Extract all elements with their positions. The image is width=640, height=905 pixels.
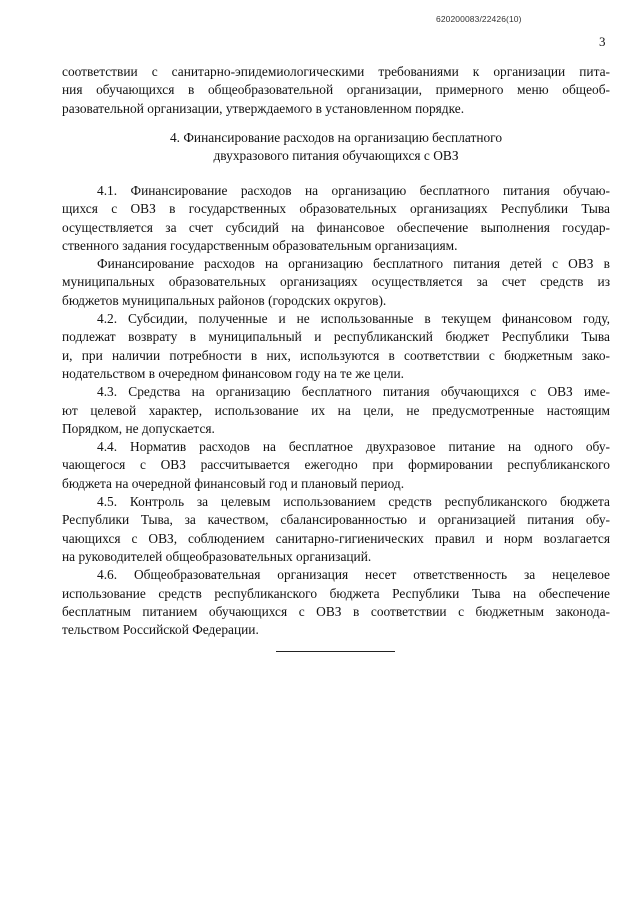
paragraph-4-2 [62,310,610,383]
text-line: 4.1. Финансирование расходов на организацию бесплатного питания обучаю- [97,183,610,198]
text-line: бесплатным питанием обучающихся с ОВЗ в соответствии с бюджетным законода- [62,603,610,619]
document-id: 620200083/22426(10) [436,14,522,24]
text-line: осуществляется за счет субсидий на финансовое обеспечение выполнения государ- [62,219,610,235]
text-line: соответствии с санитарно-эпидемиологическими требованиями к организации пита- [62,64,610,79]
paragraph-4-1 [62,182,610,255]
section-heading [62,129,610,166]
section-body [62,182,610,639]
text-line: 4.5. Контроль за целевым использованием средств республиканского бюджета [97,494,610,510]
text-line: Республики Тыва, за качеством, сбалансированностью и организацией питания обу- [62,512,610,528]
text-line: ственного задания государственным образовательным организациям. [62,237,458,253]
paragraph-4-3 [62,383,610,438]
text-line: на руководителей общеобразовательных организаций. [62,548,372,564]
section-heading-line: двухразового питания обучающихся с ОВЗ [213,148,459,164]
text-line: использование средств республиканского бюджета Республики Тыва на обеспечение [62,585,610,601]
text-line: чающихся с ОВЗ, соблюдением санитарно-гигиенических правил и норм возлагается [62,530,610,546]
text-line: муниципальных образовательных организациях осуществляется за счет средств из [62,274,610,290]
text-line: тельством Российской Федерации. [62,622,259,638]
text-line: 4.3. Средства на организацию бесплатного питания обучающихся с ОВЗ име- [97,384,610,400]
end-separator-line [276,651,395,652]
text-line: 4.6. Общеобразовательная организация несет ответственность за нецелевое [97,567,610,583]
text-line: ния обучающихся в общеобразовательной организации, примерного меню общеоб- [62,82,610,98]
text-line: бюджета на очередной финансовый год и плановый период. [62,475,405,491]
text-line: Финансирование расходов на организацию бесплатного питания детей с ОВЗ в [97,256,610,272]
section-heading-line: 4. Финансирование расходов на организацию бесплатного [169,130,503,145]
text-line: 4.2. Субсидии, полученные и не использованные в текущем финансовом году, [97,311,610,327]
paragraph-4-1-municipal [62,255,610,310]
text-line: подлежат возврату в муниципальный и республиканский бюджет Республики Тыва [62,329,610,345]
text-line: 4.4. Норматив расходов на бесплатное двухразовое питание на одного обу- [97,439,610,455]
continuation-text [62,63,610,118]
text-line: нодательством в очередном финансовом году на те же цели. [62,365,405,381]
text-line: чающегося с ОВЗ рассчитывается ежегодно при формировании республиканского [62,457,610,473]
text-line: ют целевой характер, использование их на цели, не предусмотренные настоящим [62,402,610,418]
paragraph-4-5 [62,493,610,566]
text-line: разовательной организации, утверждаемого в установленном порядке. [62,100,465,116]
text-line: бюджетов муниципальных районов (городских округов). [62,292,387,308]
paragraph-4-4 [62,438,610,493]
text-line: щихся с ОВЗ в государственных образовательных организациях Республики Тыва [62,201,610,217]
page-number: 3 [599,34,606,49]
text-line: и, при наличии потребности в них, используются в соответствии с бюджетным зако- [62,347,610,363]
text-line: Порядком, не допускается. [62,420,215,436]
paragraph-4-6 [62,566,610,639]
